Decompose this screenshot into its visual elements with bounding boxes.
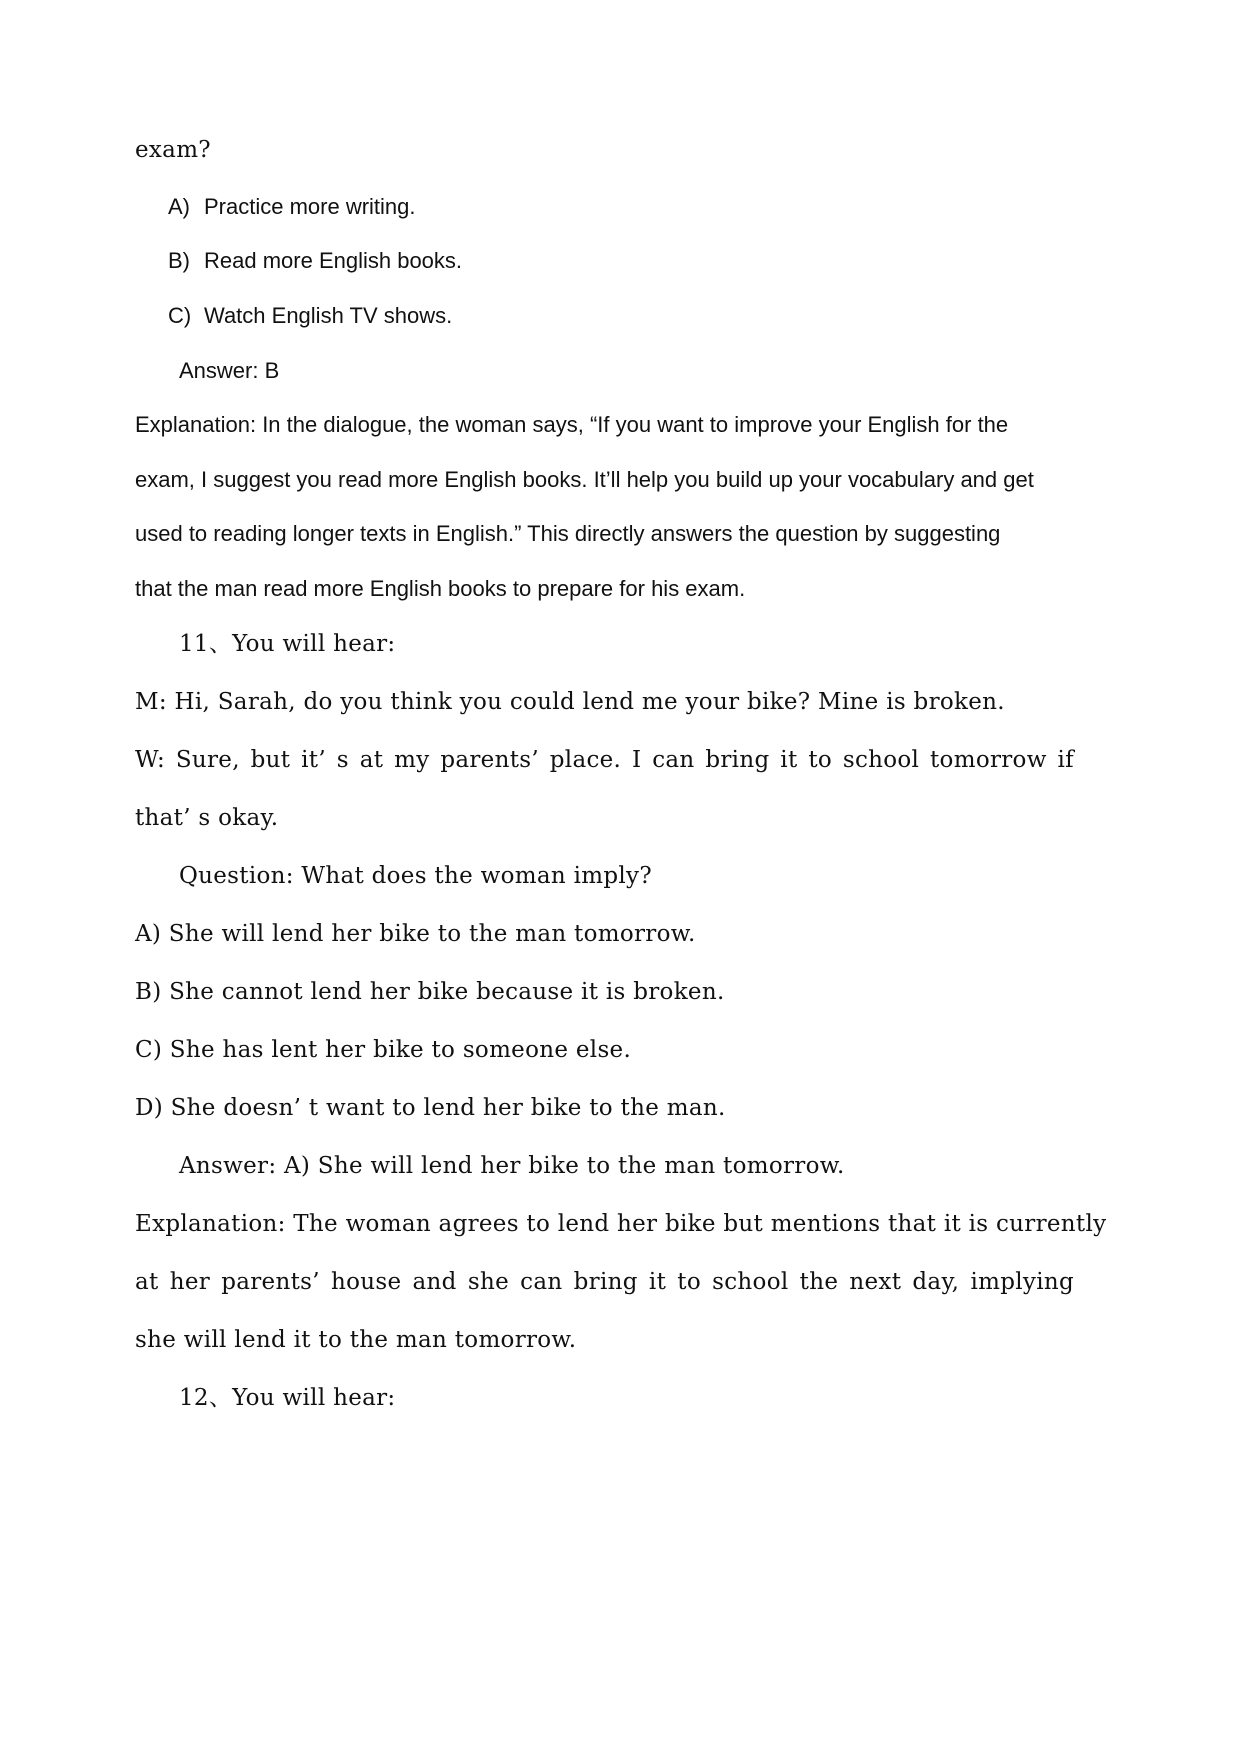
q12-heading: 12、You will hear: (179, 1385, 396, 1411)
q11-option-c: C) She has lent her bike to someone else. (135, 1037, 632, 1063)
q11-dialogue-line-2: W: Sure, but it’ s at my parents’ place. I can bring it to school tomorrow if (135, 747, 1074, 773)
q11-option-b: B) She cannot lend her bike because it is broken. (135, 979, 725, 1005)
q10-option-c (168, 305, 452, 327)
q10-explanation-line-3: used to reading longer texts in English.” This directly answers the question by suggesting (135, 521, 1001, 546)
option-letter: B) (168, 248, 190, 273)
q11-explanation-line-3: she will lend it to the man tomorrow. (135, 1327, 577, 1353)
option-letter: C) (168, 303, 192, 328)
q11-answer: Answer: A) She will lend her bike to the man tomorrow. (179, 1153, 845, 1179)
q10-option-b (168, 250, 462, 272)
q10-explanation-line-1: Explanation: In the dialogue, the woman says, “If you want to improve your English for the (135, 412, 1009, 437)
q10-explanation-line-4: that the man read more English books to prepare for his exam. (135, 576, 746, 601)
q11-question: Question: What does the woman imply? (179, 863, 652, 889)
option-text: Read more English books. (204, 248, 463, 273)
option-letter: A) (168, 194, 190, 219)
q11-heading: 11、You will hear: (179, 631, 396, 657)
option-text: Watch English TV shows. (204, 303, 453, 328)
question-10-tail: exam? (135, 137, 211, 163)
q11-dialogue-line-1: M: Hi, Sarah, do you think you could lend me your bike? Mine is broken. (135, 689, 1005, 715)
q11-explanation-line-2: at her parents’ house and she can bring it to school the next day, implying (135, 1269, 1074, 1295)
q11-dialogue-line-3: that’ s okay. (135, 805, 279, 831)
q11-explanation-line-1: Explanation: The woman agrees to lend her bike but mentions that it is currently (135, 1211, 1107, 1237)
option-text: Practice more writing. (204, 194, 416, 219)
q10-option-a (168, 196, 416, 218)
q11-option-d: D) She doesn’ t want to lend her bike to the man. (135, 1095, 726, 1121)
q10-explanation-line-2: exam, I suggest you read more English books. It’ll help you build up your vocabulary and get (135, 467, 1034, 492)
q11-option-a: A) She will lend her bike to the man tomorrow. (135, 921, 696, 947)
q10-answer: Answer: B (179, 358, 280, 383)
